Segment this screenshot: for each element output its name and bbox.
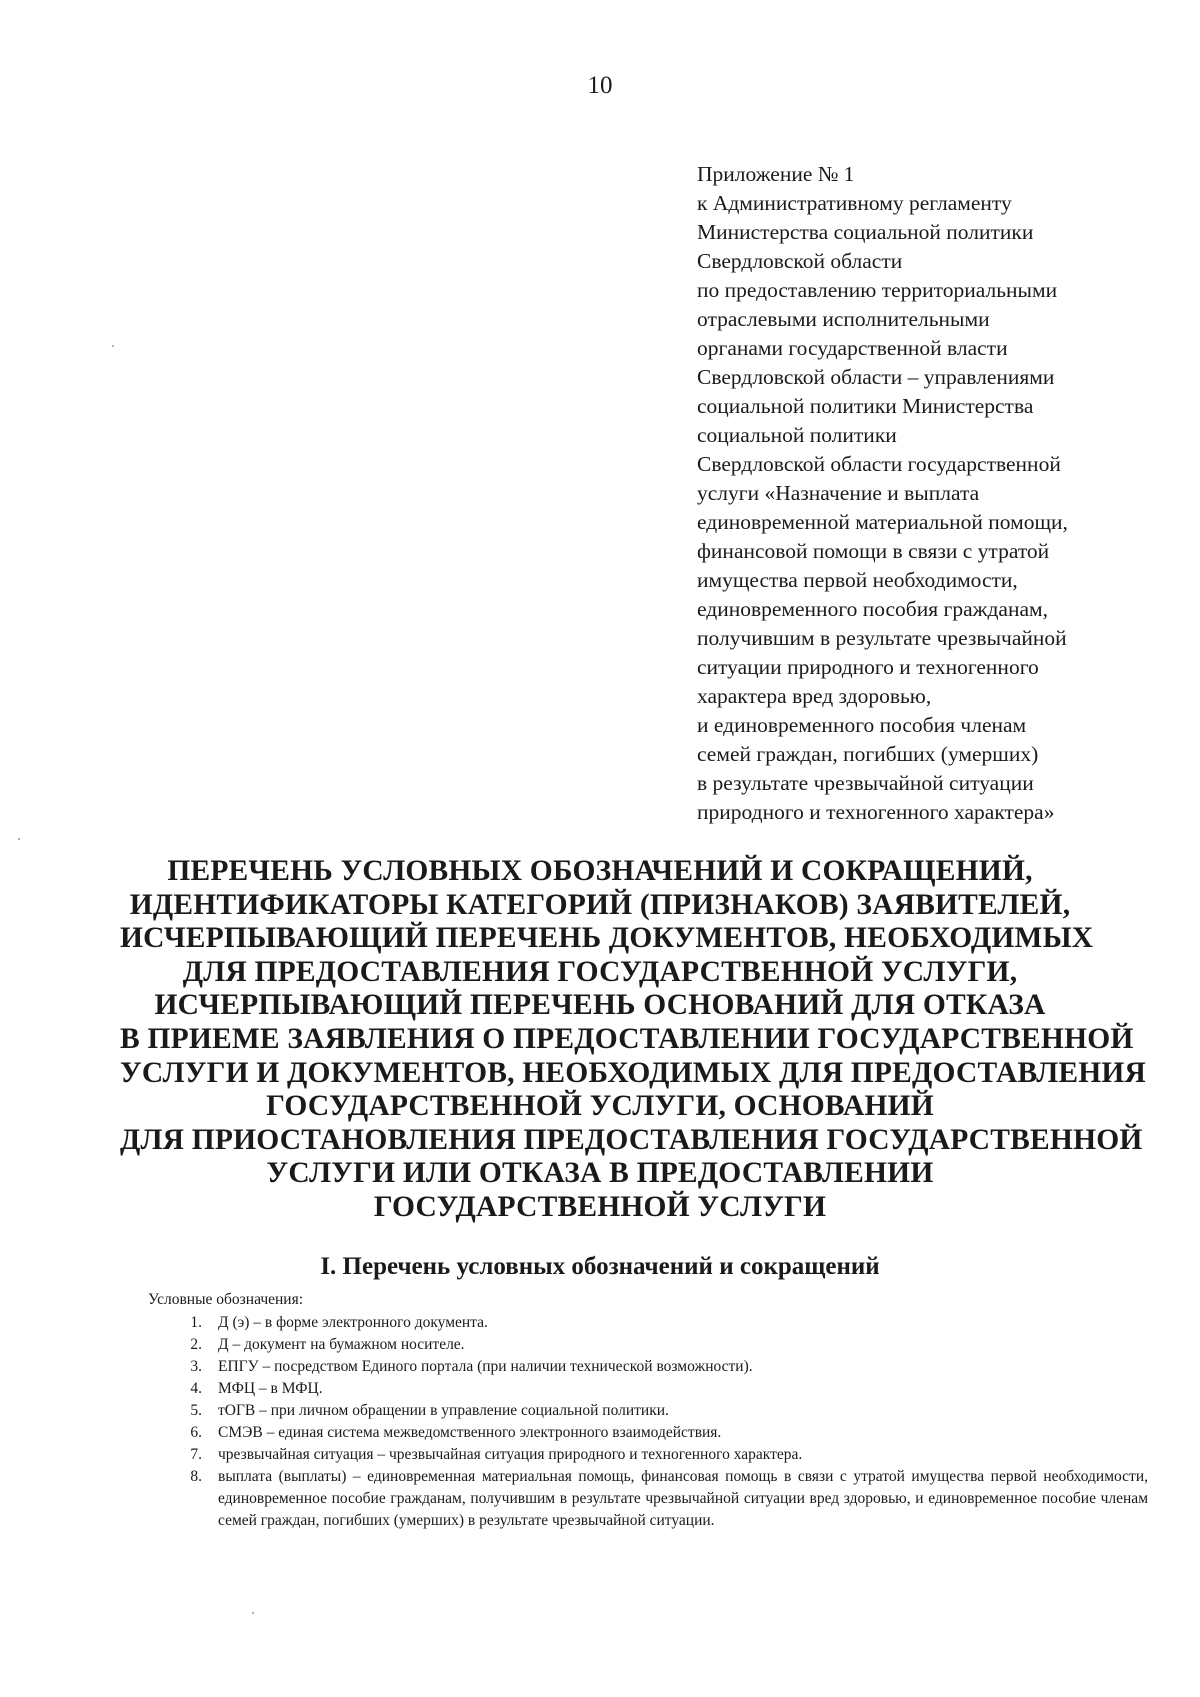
title-line: ИСЧЕРПЫВАЮЩИЙ ПЕРЕЧЕНЬ ДОКУМЕНТОВ, НЕОБХОДИМЫХ (120, 922, 1094, 955)
list-item (180, 1444, 1148, 1466)
appendix-line: семей граждан, погибших (умерших) (697, 742, 1039, 766)
appendix-line: отраслевыми исполнительными (697, 307, 990, 331)
appendix-line: получившим в результате чрезвычайной (697, 626, 1067, 650)
list-item-text: чрезвычайная ситуация – чрезвычайная ситуация природного и техногенного характера. (218, 1446, 803, 1463)
main-title (120, 855, 1147, 1225)
appendix-line: к Административному регламенту (697, 191, 1012, 215)
appendix-line: Свердловской области государственной (697, 452, 1061, 476)
appendix-line: по предоставлению территориальными (697, 278, 1058, 302)
list-item-text: Д – документ на бумажном носителе. (218, 1336, 465, 1353)
appendix-block (697, 160, 1187, 827)
list-item-text: ЕПГУ – посредством Единого портала (при наличии технической возможности). (218, 1358, 753, 1375)
scan-speck (252, 1612, 254, 1614)
list-item-number: 6. (190, 1424, 202, 1441)
list-item-number: 1. (190, 1314, 202, 1331)
list-item-number: 7. (190, 1446, 202, 1463)
list-item (180, 1466, 1148, 1532)
title-line: ГОСУДАРСТВЕННОЙ УСЛУГИ, ОСНОВАНИЙ (266, 1090, 934, 1123)
list-item (180, 1334, 1148, 1356)
appendix-line: имущества первой необходимости, (697, 568, 1018, 592)
title-line: ПЕРЕЧЕНЬ УСЛОВНЫХ ОБОЗНАЧЕНИЙ И СОКРАЩЕНИЙ, (167, 855, 1033, 887)
appendix-line: характера вред здоровью, (697, 684, 932, 708)
list-item (180, 1312, 1148, 1334)
list-item-number: 5. (190, 1402, 202, 1419)
list-item-text: Д (э) – в форме электронного документа. (218, 1314, 488, 1331)
list-item-text: выплата (выплаты) – единовременная материальная помощь, финансовая помощь в связи с утратой имущества первой необходимости, единовременное пособие гражданам, получившим в результате чрезвычайной ситуации вред здоровью, и единовременное пособие членам семей граждан, погибших (умерших) в результате чрезвычайной ситуации. (218, 1468, 1148, 1529)
title-line: УСЛУГИ И ДОКУМЕНТОВ, НЕОБХОДИМЫХ ДЛЯ ПРЕДОСТАВЛЕНИЯ (120, 1056, 1147, 1089)
appendix-line: и единовременного пособия членам (697, 713, 1027, 737)
appendix-line: социальной политики (697, 423, 897, 447)
appendix-line: ситуации природного и техногенного (697, 655, 1039, 679)
appendix-line: Приложение № 1 (697, 162, 855, 186)
appendix-line: услуги «Назначение и выплата (697, 481, 980, 505)
list-item-text: СМЭВ – единая система межведомственного электронного взаимодействия. (218, 1424, 722, 1441)
legend-label: Условные обозначения: (148, 1291, 304, 1308)
appendix-line: финансовой помощи в связи с утратой (697, 539, 1050, 563)
title-line: ДЛЯ ПРИОСТАНОВЛЕНИЯ ПРЕДОСТАВЛЕНИЯ ГОСУДАРСТВЕННОЙ (120, 1123, 1143, 1156)
appendix-line: единовременного пособия гражданам, (697, 597, 1048, 621)
list-item-number: 8. (190, 1468, 202, 1485)
list-item (180, 1378, 1148, 1400)
list-item-text: тОГВ – при личном обращении в управление социальной политики. (218, 1402, 669, 1419)
title-line: ИДЕНТИФИКАТОРЫ КАТЕГОРИЙ (ПРИЗНАКОВ) ЗАЯВИТЕЛЕЙ, (129, 888, 1071, 921)
appendix-line: Свердловской области – управлениями (697, 365, 1055, 389)
appendix-line: Свердловской области (697, 249, 903, 273)
title-line: ИСЧЕРПЫВАЮЩИЙ ПЕРЕЧЕНЬ ОСНОВАНИЙ ДЛЯ ОТКАЗА (154, 989, 1046, 1022)
list-item (180, 1356, 1148, 1378)
title-line: ДЛЯ ПРЕДОСТАВЛЕНИЯ ГОСУДАРСТВЕННОЙ УСЛУГИ, (182, 955, 1018, 988)
page-number: 10 (587, 72, 613, 99)
list-item-text: МФЦ – в МФЦ. (218, 1380, 323, 1397)
list-item (180, 1422, 1148, 1444)
list-item-number: 3. (190, 1358, 202, 1375)
appendix-line: в результате чрезвычайной ситуации (697, 771, 1034, 795)
list-item-number: 4. (190, 1380, 202, 1397)
scan-speck (18, 838, 20, 840)
appendix-line: Министерства социальной политики (697, 220, 1034, 244)
title-line: ГОСУДАРСТВЕННОЙ УСЛУГИ (373, 1190, 827, 1223)
title-line: В ПРИЕМЕ ЗАЯВЛЕНИЯ О ПРЕДОСТАВЛЕНИИ ГОСУДАРСТВЕННОЙ (120, 1022, 1134, 1055)
appendix-line: единовременной материальной помощи, (697, 510, 1068, 534)
list-item (180, 1400, 1148, 1422)
abbreviation-list (180, 1312, 1148, 1532)
appendix-line: органами государственной власти (697, 336, 1008, 360)
title-line: УСЛУГИ ИЛИ ОТКАЗА В ПРЕДОСТАВЛЕНИИ (266, 1157, 934, 1190)
appendix-line: природного и техногенного характера» (697, 800, 1055, 824)
list-item-number: 2. (190, 1336, 202, 1353)
scan-speck (112, 345, 114, 347)
appendix-line: социальной политики Министерства (697, 394, 1034, 418)
section-heading: I. Перечень условных обозначений и сокращений (320, 1253, 880, 1280)
